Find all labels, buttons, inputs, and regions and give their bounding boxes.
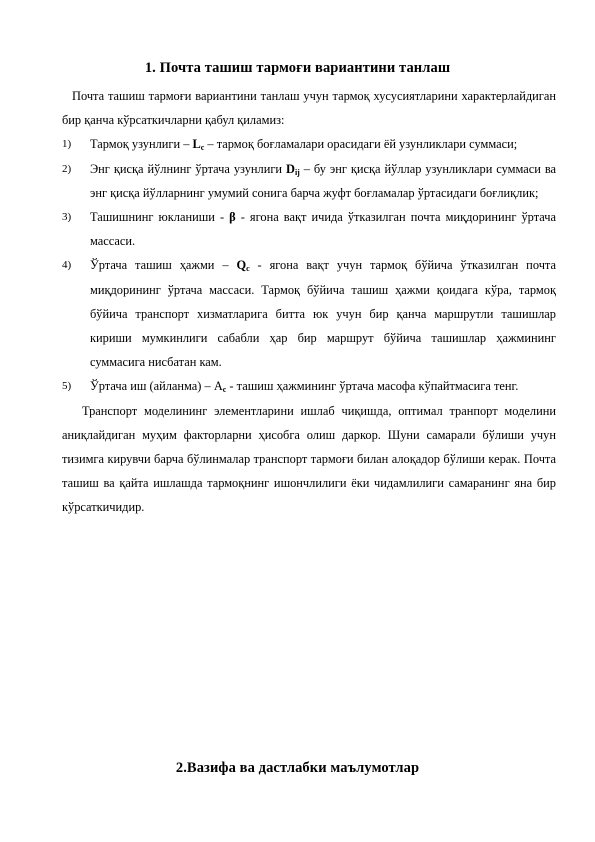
list-number: 2): [62, 162, 72, 175]
symbol: L: [192, 137, 201, 152]
item-text-post: - ягона вақт учун тармоқ бўйича ўтказилган почта миқдорининг ўртача массаси. Тармоқ бўйича ташиш ҳажми қоидага кўра, тармоқ бўйича транспорт хизматларига битта юк учун бир қанча маршрутли ташишлар кириши мумкинлиги сабабли ҳар бир маршрут бўйича ташишлар ҳажмининг суммасига нисбатан кам.: [90, 258, 556, 370]
list-number: 5): [62, 380, 72, 393]
item-text-post: - ташиш ҳажмининг ўртача масофа кўпайтмасига тенг.: [226, 379, 519, 394]
closing-paragraph: Транспорт моделининг элементларини ишлаб чиқишда, оптимал транпорт моделини аниқлайдиган муҳим факторларни ҳисобга олиш даркор. Шуни самарали бўлиши учун тизимга кирувчи барча бўлинмалар транспорт тармоғи билан алоқадор бўлиши керак. Почта ташиш ва қайта ишлашда тармоқнинг ишончлилиги ёки чидамлилиги самаранинг яна бир кўрсаткичидир.: [62, 403, 556, 515]
section-heading-2: 2.Вазифа ва дастлабки маълумотлар: [175, 760, 420, 776]
list-number: 4): [62, 259, 72, 272]
list-item: [62, 132, 556, 156]
symbol-subscript: c: [200, 143, 205, 153]
symbol: Q: [236, 258, 247, 273]
item-text-post: – тармоқ боғламалари орасидаги ёй узунликлари суммаси;: [204, 137, 518, 152]
list-number: 3): [62, 211, 72, 224]
list-item: [62, 205, 556, 253]
symbol-subscript: ij: [294, 167, 300, 177]
symbol: β: [229, 210, 236, 225]
list-number: 1): [62, 138, 72, 151]
list-item: [62, 374, 556, 398]
intro-paragraph: Почта ташиш тармоғи вариантини танлаш учун тармоқ хусусиятларини характерлайдиган бир қанча кўрсаткичларни қабул қиламиз:: [62, 89, 556, 128]
item-text-pre: Энг қисқа йўлнинг ўртача узунлиги: [90, 161, 286, 176]
symbol: D: [286, 161, 295, 176]
item-text-pre: Ўртача ташиш ҳажми –: [90, 258, 237, 273]
list-item: [62, 157, 556, 205]
symbol-subscript: c: [246, 264, 250, 274]
item-text-pre: Ўртача иш (айланма) – А: [90, 379, 223, 394]
item-text-post: – бу энг қисқа йўллар узунликлари суммаси ва энг қисқа йўлларнинг умумий сонига барча жуфт боғламалар ўртасидаги боғлиқлик;: [90, 161, 557, 200]
document-body: [62, 84, 556, 520]
item-text-post: - ягона вақт ичида ўтказилган почта миқдорининг ўртача массаси.: [90, 210, 556, 249]
symbol-subscript: c: [222, 385, 227, 395]
item-text-pre: Ташишнинг юкланиши -: [90, 210, 230, 225]
item-text-pre: Тармоқ узунлиги –: [90, 137, 193, 152]
list-item: [62, 253, 556, 374]
section-heading-1: 1. Почта ташиш тармоғи вариантини танлаш: [144, 60, 451, 76]
